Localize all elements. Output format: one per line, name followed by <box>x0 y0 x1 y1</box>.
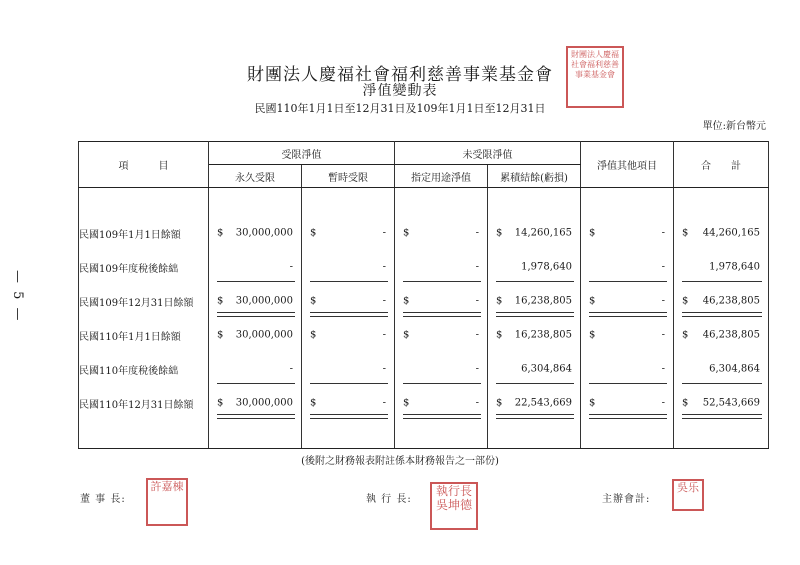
amount-value: 14,260,165 <box>514 227 572 239</box>
row-label: 民國109年度稅後餘絀 <box>79 250 209 284</box>
cell-temporary <box>302 318 395 352</box>
cell-total <box>674 352 769 386</box>
single-underline <box>310 281 388 282</box>
double-underline <box>589 312 667 317</box>
row-label: 民國109年1月1日餘額 <box>79 216 209 250</box>
header-temporary: 暫時受限 <box>302 165 395 188</box>
cell-accumulated <box>488 250 581 284</box>
amount-value: - <box>382 295 386 307</box>
ceo-label: 執 行 長: <box>366 494 412 505</box>
amount-value: - <box>289 363 293 375</box>
double-underline <box>496 312 574 317</box>
table-row <box>79 284 769 318</box>
accountant-seal: 吳乐 <box>672 479 704 511</box>
cell-accumulated <box>488 284 581 318</box>
currency-symbol: $ <box>403 397 410 409</box>
currency-symbol: $ <box>217 295 224 307</box>
amount-value: - <box>661 261 665 273</box>
currency-symbol: $ <box>310 295 317 307</box>
row-label: 民國109年12月31日餘額 <box>79 284 209 318</box>
chairman-label: 董 事 長: <box>80 494 126 505</box>
amount-value: 6,304,864 <box>521 363 572 375</box>
ceo-seal: 執行長吳坤德 <box>430 482 478 530</box>
amount-value: - <box>382 363 386 375</box>
currency-unit: 單位:新台幣元 <box>702 121 766 132</box>
currency-symbol: $ <box>682 295 689 307</box>
amount-value: 16,238,805 <box>514 329 572 341</box>
accountant-label: 主辦會計: <box>602 494 651 505</box>
double-underline <box>310 414 388 419</box>
statement-title: 淨值變動表 <box>362 83 438 99</box>
net-worth-table <box>78 141 769 449</box>
currency-symbol: $ <box>310 227 317 239</box>
currency-symbol: $ <box>496 295 503 307</box>
cell-designated <box>395 284 488 318</box>
currency-symbol: $ <box>403 329 410 341</box>
single-underline <box>682 383 762 384</box>
cell-designated <box>395 318 488 352</box>
currency-symbol: $ <box>217 397 224 409</box>
cell-total <box>674 250 769 284</box>
cell-accumulated <box>488 386 581 420</box>
single-underline <box>589 281 667 282</box>
cell-designated <box>395 352 488 386</box>
header-item: 項 目 <box>79 142 209 188</box>
single-underline <box>403 281 481 282</box>
amount-value: 30,000,000 <box>235 397 293 409</box>
cell-designated <box>395 250 488 284</box>
cell-temporary <box>302 216 395 250</box>
header-total: 合 計 <box>674 142 769 188</box>
double-underline <box>682 414 762 419</box>
amount-value: 52,543,669 <box>702 397 760 409</box>
amount-value: - <box>661 227 665 239</box>
cell-temporary <box>302 352 395 386</box>
cell-permanent <box>209 386 302 420</box>
amount-value: - <box>475 261 479 273</box>
table-row <box>79 386 769 420</box>
amount-value: - <box>382 227 386 239</box>
table-row <box>79 216 769 250</box>
amount-value: - <box>289 261 293 273</box>
amount-value: - <box>475 227 479 239</box>
single-underline <box>682 281 762 282</box>
currency-symbol: $ <box>589 329 596 341</box>
amount-value: - <box>475 397 479 409</box>
currency-symbol: $ <box>589 227 596 239</box>
amount-value: - <box>661 295 665 307</box>
cell-total <box>674 284 769 318</box>
amount-value: - <box>382 329 386 341</box>
amount-value: 30,000,000 <box>235 329 293 341</box>
amount-value: - <box>382 261 386 273</box>
organization-title: 財團法人慶福社會福利慈善事業基金會 <box>247 65 553 85</box>
single-underline <box>217 383 295 384</box>
currency-symbol: $ <box>496 329 503 341</box>
header-accumulated: 累積結餘(虧損) <box>488 165 581 188</box>
cell-other <box>581 284 674 318</box>
cell-permanent <box>209 284 302 318</box>
cell-temporary <box>302 284 395 318</box>
double-underline <box>496 414 574 419</box>
amount-value: - <box>382 397 386 409</box>
cell-other <box>581 386 674 420</box>
cell-permanent <box>209 250 302 284</box>
cell-permanent <box>209 318 302 352</box>
amount-value: - <box>475 329 479 341</box>
cell-total <box>674 386 769 420</box>
currency-symbol: $ <box>682 397 689 409</box>
currency-symbol: $ <box>403 295 410 307</box>
cell-accumulated <box>488 216 581 250</box>
table-row <box>79 352 769 386</box>
organization-seal: 財團法人慶福社會福利慈善事業基金會 <box>566 46 624 108</box>
currency-symbol: $ <box>589 397 596 409</box>
amount-value: 1,978,640 <box>709 261 760 273</box>
currency-symbol: $ <box>496 397 503 409</box>
amount-value: 44,260,165 <box>702 227 760 239</box>
single-underline <box>589 383 667 384</box>
cell-total <box>674 318 769 352</box>
currency-symbol: $ <box>682 227 689 239</box>
cell-designated <box>395 386 488 420</box>
currency-symbol: $ <box>310 329 317 341</box>
cell-accumulated <box>488 352 581 386</box>
double-underline <box>403 414 481 419</box>
single-underline <box>496 281 574 282</box>
double-underline <box>589 414 667 419</box>
amount-value: 16,238,805 <box>514 295 572 307</box>
amount-value: 30,000,000 <box>235 295 293 307</box>
amount-value: 46,238,805 <box>702 295 760 307</box>
currency-symbol: $ <box>403 227 410 239</box>
header-unrestricted-group: 未受限淨值 <box>395 142 581 165</box>
double-underline <box>682 312 762 317</box>
single-underline <box>310 383 388 384</box>
single-underline <box>217 281 295 282</box>
currency-symbol: $ <box>682 329 689 341</box>
row-label: 民國110年度稅後餘絀 <box>79 352 209 386</box>
amount-value: - <box>661 329 665 341</box>
cell-permanent <box>209 216 302 250</box>
cell-permanent <box>209 352 302 386</box>
single-underline <box>496 383 574 384</box>
currency-symbol: $ <box>217 227 224 239</box>
page-number: — 5 — <box>10 270 25 323</box>
cell-other <box>581 216 674 250</box>
amount-value: - <box>661 363 665 375</box>
currency-symbol: $ <box>496 227 503 239</box>
header-restricted-group: 受限淨值 <box>209 142 395 165</box>
double-underline <box>310 312 388 317</box>
amount-value: - <box>475 363 479 375</box>
cell-other <box>581 250 674 284</box>
amount-value: 22,543,669 <box>514 397 572 409</box>
cell-other <box>581 352 674 386</box>
amount-value: 6,304,864 <box>709 363 760 375</box>
table-row <box>79 250 769 284</box>
cell-designated <box>395 216 488 250</box>
amount-value: - <box>475 295 479 307</box>
amount-value: - <box>661 397 665 409</box>
amount-value: 30,000,000 <box>235 227 293 239</box>
cell-accumulated <box>488 318 581 352</box>
currency-symbol: $ <box>217 329 224 341</box>
double-underline <box>403 312 481 317</box>
row-label: 民國110年1月1日餘額 <box>79 318 209 352</box>
currency-symbol: $ <box>589 295 596 307</box>
reporting-period: 民國110年1月1日至12月31日及109年1月1日至12月31日 <box>254 102 546 115</box>
header-other: 淨值其他項目 <box>581 142 674 188</box>
header-permanent: 永久受限 <box>209 165 302 188</box>
currency-symbol: $ <box>310 397 317 409</box>
row-label: 民國110年12月31日餘額 <box>79 386 209 420</box>
double-underline <box>217 414 295 419</box>
cell-total <box>674 216 769 250</box>
double-underline <box>217 312 295 317</box>
table-row <box>79 318 769 352</box>
footnote: (後附之財務報表附註係本財務報告之一部份) <box>301 456 499 467</box>
amount-value: 1,978,640 <box>521 261 572 273</box>
header-designated: 指定用途淨值 <box>395 165 488 188</box>
cell-other <box>581 318 674 352</box>
cell-temporary <box>302 386 395 420</box>
single-underline <box>403 383 481 384</box>
cell-temporary <box>302 250 395 284</box>
chairman-seal: 許嘉棟 <box>146 478 188 526</box>
amount-value: 46,238,805 <box>702 329 760 341</box>
